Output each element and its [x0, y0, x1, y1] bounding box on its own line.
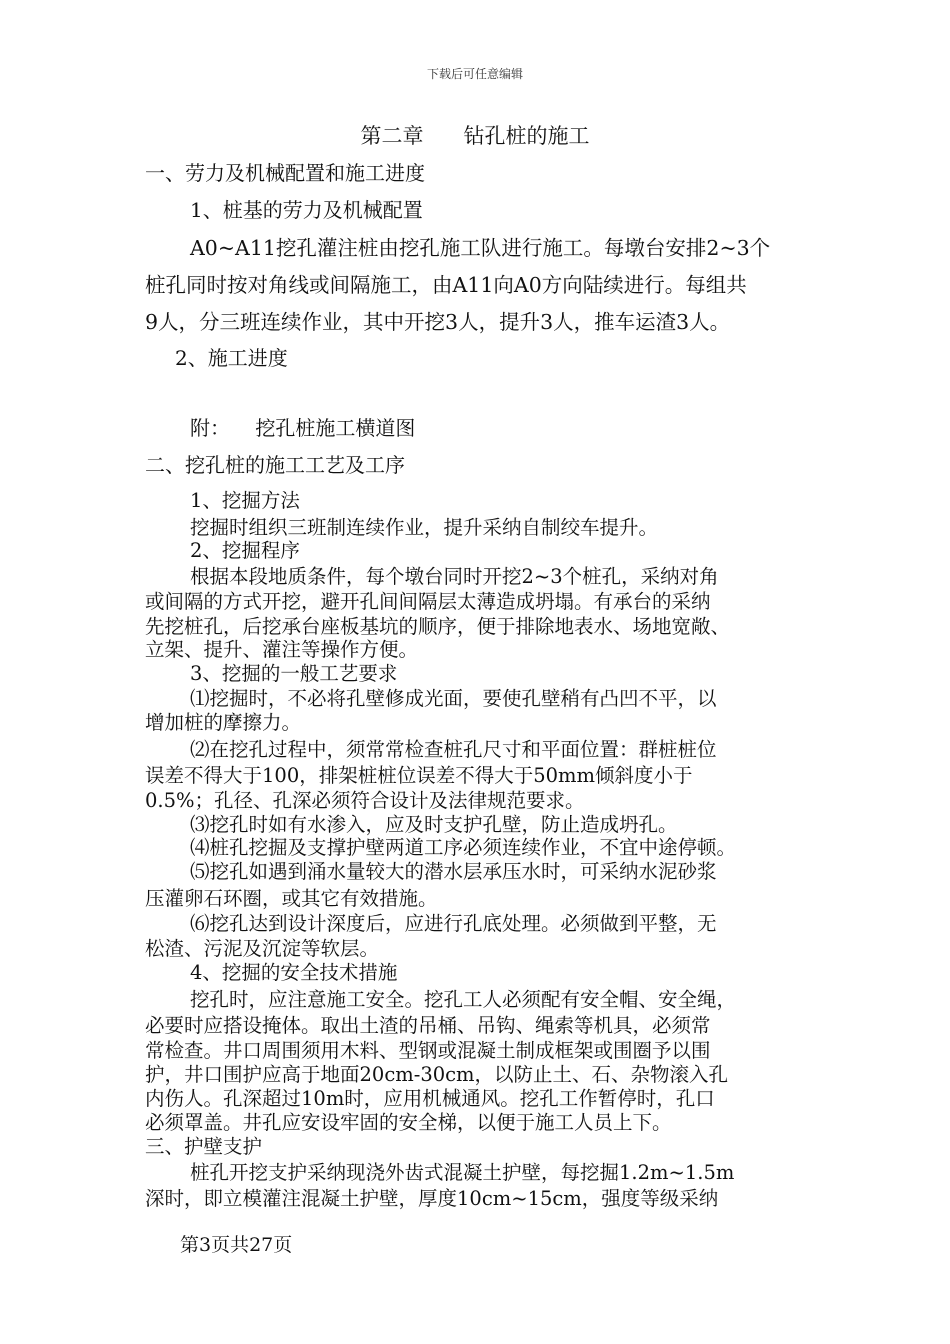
chapter-title [0, 126, 950, 147]
paragraph-line: 挖掘时组织三班制连续作业，提升采纳自制绞车提升。 [190, 516, 659, 539]
page-number: 第3页共27页 [180, 1234, 293, 1256]
paragraph-line: 深时，即立模灌注混凝土护壁，厚度10cm~15cm，强度等级采纳 [145, 1187, 719, 1210]
chapter-number: 第二章 [360, 124, 424, 148]
paragraph-line: 或间隔的方式开挖，避开孔间间隔层太薄造成坍塌。有承台的采纳 [145, 590, 711, 613]
page-header: 下载后可任意编辑 [426, 67, 523, 81]
section-heading-3: 三、护壁支护 [145, 1135, 263, 1158]
paragraph-line: 增加桩的摩擦力。 [145, 711, 302, 734]
section-heading-1: 一、劳力及机械配置和施工进度 [145, 161, 425, 185]
paragraph-line: 根据本段地质条件，每个墩台同时开挖2~3个桩孔，采纳对角 [190, 565, 719, 588]
paragraph-line: 桩孔同时按对角线或间隔施工，由A11向A0方向陆续进行。每组共 [145, 273, 747, 297]
paragraph-line: 立架、提升、灌注等操作方便。 [145, 638, 419, 661]
subheading: 3、挖掘的一般工艺要求 [190, 662, 398, 685]
paragraph-line: 先挖桩孔，后挖承台座板基坑的顺序，便于排除地表水、场地宽敞、 [145, 615, 731, 638]
paragraph-line: 桩孔开挖支护采纳现浇外齿式混凝土护壁，每挖掘1.2m~1.5m [190, 1161, 735, 1184]
paragraph-line: 松渣、污泥及沉淀等软层。 [145, 937, 380, 960]
paragraph-line: 压灌卵石环圈，或其它有效措施。 [145, 887, 438, 910]
paragraph-line: 必须罩盖。井孔应安设牢固的安全梯，以便于施工人员上下。 [145, 1111, 672, 1134]
paragraph-line: 9人，分三班连续作业，其中开挖3人，提升3人，推车运渣3人。 [145, 310, 731, 334]
subheading: 2、挖掘程序 [190, 539, 300, 562]
paragraph-line: ⑶挖孔时如有水渗入，应及时支护孔壁，防止造成坍孔。 [190, 813, 678, 836]
paragraph-line: 常检查。井口周围须用木料、型钢或混凝土制成框架或围圈予以围 [145, 1039, 711, 1062]
paragraph-line: 挖孔时，应注意施工安全。挖孔工人必须配有安全帽、安全绳， [190, 988, 737, 1011]
subheading-1: 1、桩基的劳力及机械配置 [190, 198, 423, 222]
subheading-2: 2、施工进度 [175, 346, 288, 370]
paragraph-line: ⑹挖孔达到设计深度后，应进行孔底处理。必须做到平整，无 [190, 912, 717, 935]
paragraph-line: ⑷桩孔挖掘及支撑护壁两道工序必须连续作业，不宜中途停顿。 [190, 836, 737, 859]
paragraph-line: 护，井口围护应高于地面20cm-30cm，以防止土、石、杂物滚入孔 [145, 1063, 729, 1086]
paragraph-line: 0.5%；孔径、孔深必须符合设计及法律规范要求。 [145, 789, 585, 812]
chapter-name: 钻孔桩的施工 [463, 124, 590, 148]
subheading: 1、挖掘方法 [190, 489, 300, 512]
paragraph-line: ⑸挖孔如遇到涌水量较大的潜水层承压水时，可采纳水泥砂浆 [190, 860, 717, 883]
paragraph-line: A0~A11挖孔灌注桩由挖孔施工队进行施工。每墩台安排2~3个 [190, 236, 771, 260]
subheading: 4、挖掘的安全技术措施 [190, 961, 398, 984]
paragraph-line: 内伤人。孔深超过10m时，应用机械通风。挖孔工作暂停时，孔口 [145, 1087, 715, 1110]
section-heading-2: 二、挖孔桩的施工工艺及工序 [145, 453, 405, 477]
paragraph-line: 必要时应搭设掩体。取出土渣的吊桶、吊钩、绳索等机具，必须常 [145, 1014, 711, 1037]
paragraph-line: 误差不得大于100，排架桩桩位误差不得大于50mm倾斜度小于 [145, 764, 693, 787]
paragraph-line: ⑴挖掘时，不必将孔壁修成光面，要使孔壁稍有凸凹不平，以 [190, 687, 717, 710]
attachment-note: 附： 挖孔桩施工横道图 [190, 416, 416, 440]
paragraph-line: ⑵在挖孔过程中，须常常检查桩孔尺寸和平面位置：群桩桩位 [190, 738, 717, 761]
